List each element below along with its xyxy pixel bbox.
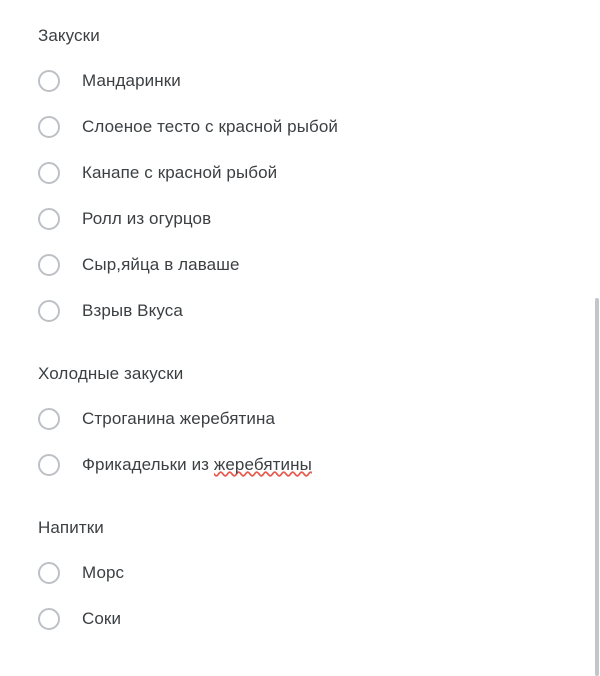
radio-button-icon[interactable] [38, 454, 60, 476]
radio-button-icon[interactable] [38, 300, 60, 322]
group-title: Закуски [38, 26, 100, 45]
option-row[interactable] [0, 242, 600, 288]
radio-button-icon[interactable] [38, 162, 60, 184]
radio-button-icon[interactable] [38, 254, 60, 276]
radio-button-icon[interactable] [38, 562, 60, 584]
option-row[interactable] [0, 442, 600, 488]
option-label-text: Фрикадельки из [82, 455, 214, 474]
option-label: Строганина жеребятина [82, 409, 276, 428]
scrollbar-track[interactable] [594, 0, 600, 676]
option-label [82, 455, 312, 475]
option-row[interactable] [0, 550, 600, 596]
option-row[interactable] [0, 104, 600, 150]
option-label: Морс [82, 563, 125, 582]
radio-button-icon[interactable] [38, 408, 60, 430]
option-row[interactable] [0, 596, 600, 642]
radio-button-icon[interactable] [38, 70, 60, 92]
option-row[interactable] [0, 288, 600, 334]
option-label: Мандаринки [82, 71, 181, 90]
question-group [0, 364, 600, 488]
scrollbar-thumb[interactable] [595, 298, 599, 676]
group-title: Напитки [38, 518, 104, 537]
option-row[interactable] [0, 396, 600, 442]
option-label: Взрыв Вкуса [82, 301, 183, 320]
question-group [0, 26, 600, 334]
group-title: Холодные закуски [38, 364, 184, 383]
option-row[interactable] [0, 196, 600, 242]
option-label: Канапе с красной рыбой [82, 163, 278, 182]
misspelled-word: жеребятины [213, 455, 312, 474]
question-group [0, 518, 600, 642]
option-label: Ролл из огурцов [82, 209, 212, 228]
option-row[interactable] [0, 58, 600, 104]
radio-button-icon[interactable] [38, 116, 60, 138]
option-row[interactable] [0, 150, 600, 196]
option-label: Сыр,яйца в лаваше [82, 255, 240, 274]
radio-button-icon[interactable] [38, 208, 60, 230]
radio-button-icon[interactable] [38, 608, 60, 630]
option-label: Слоеное тесто с красной рыбой [82, 117, 339, 136]
option-label: Соки [82, 609, 122, 628]
